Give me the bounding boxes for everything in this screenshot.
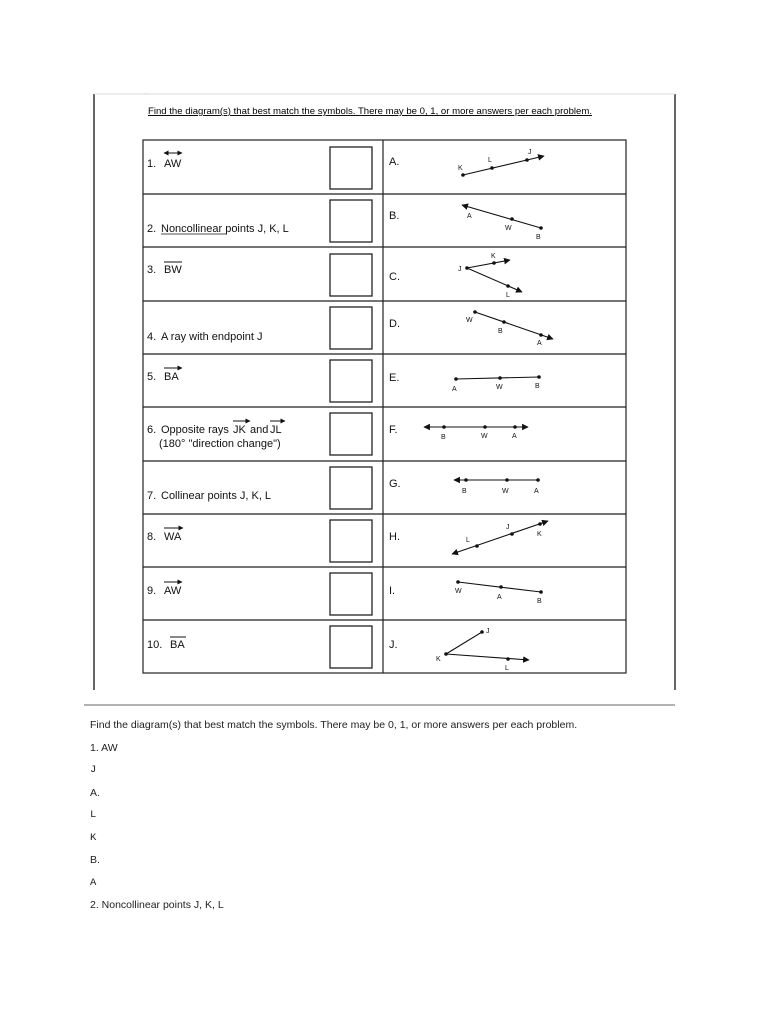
extracted-line: K — [90, 831, 97, 844]
problem-6-text: Opposite rays — [161, 424, 229, 436]
problem-5-number: 5. — [147, 371, 157, 383]
point-label: L — [466, 537, 470, 544]
point-label: L — [488, 157, 492, 164]
point-label: W — [466, 317, 473, 324]
diagram-f — [424, 425, 528, 441]
point-label: B — [498, 328, 503, 335]
extracted-line: B. — [90, 854, 100, 866]
point-label: J — [506, 524, 510, 531]
problem-3-symbol: BW — [164, 264, 182, 276]
problem-1-number: 1. — [147, 158, 157, 170]
point-label: L — [506, 292, 510, 299]
point-label: A — [534, 488, 539, 495]
extracted-text-section — [90, 714, 730, 917]
worksheet-instructions: Find the diagram(s) that best match the symbols. There may be 0, 1, or more answers per each problem. — [148, 106, 592, 117]
answer-box-9[interactable] — [330, 573, 372, 615]
problem-6-ray2: JL — [270, 424, 282, 436]
answer-letter-d: D. — [389, 318, 400, 330]
problem-4-number: 4. — [147, 331, 157, 343]
problem-6-note: (180° "direction change") — [159, 438, 281, 450]
point-label: J — [528, 149, 532, 156]
point-label: J — [486, 628, 490, 635]
extracted-line: A. — [90, 786, 100, 799]
problem-1-symbol: AW — [164, 158, 182, 170]
problem-7-text: Collinear points J, K, L — [161, 490, 272, 502]
point-label: A — [497, 594, 502, 601]
point-label: W — [455, 588, 462, 595]
answer-box-8[interactable] — [330, 520, 372, 562]
point-label: W — [496, 384, 503, 391]
diagram-b — [462, 205, 543, 241]
answer-box-1[interactable] — [330, 147, 372, 189]
point-label: B — [537, 598, 542, 605]
answer-box-10[interactable] — [330, 626, 372, 668]
extracted-line: 1. AW — [90, 741, 118, 754]
point-label: W — [505, 225, 512, 232]
point-label: K — [537, 531, 542, 538]
problem-3-number: 3. — [147, 264, 157, 276]
answer-box-2[interactable] — [330, 200, 372, 242]
point-label: A — [452, 386, 457, 393]
point-label: K — [436, 656, 441, 663]
problem-6-number: 6. — [147, 424, 157, 436]
diagram-i — [455, 580, 543, 605]
point-label: K — [491, 253, 496, 260]
diagram-a — [458, 149, 544, 177]
point-label: A — [467, 213, 472, 220]
point-label: B — [462, 488, 467, 495]
diagram-h — [452, 521, 548, 554]
problem-10-number: 10. — [147, 639, 163, 651]
point-label: K — [458, 165, 463, 172]
problem-table — [143, 140, 626, 673]
point-label: L — [505, 665, 509, 672]
point-label: A — [537, 340, 542, 347]
problem-8-number: 8. — [147, 531, 157, 543]
answer-letter-g: G. — [389, 478, 401, 490]
answer-letter-b: B. — [389, 210, 400, 222]
answer-box-5[interactable] — [330, 360, 372, 402]
point-label: W — [502, 488, 509, 495]
point-label: B — [441, 434, 446, 441]
answer-letter-j: J. — [389, 639, 398, 651]
diagram-j — [436, 628, 529, 672]
answer-letter-c: C. — [389, 271, 400, 283]
problem-4-text: A ray with endpoint J — [161, 331, 263, 343]
problem-9-symbol: AW — [164, 585, 182, 597]
page-dash: _ — [144, 84, 150, 95]
diagram-e — [452, 375, 541, 393]
point-label: J — [458, 266, 462, 273]
diagram-g — [454, 478, 540, 495]
problem-2-text: Noncollinear points J, K, L — [161, 223, 289, 235]
extracted-line: 2. Noncollinear points J, K, L — [90, 899, 224, 911]
point-label: B — [535, 383, 540, 390]
diagram-d — [466, 310, 553, 347]
answer-box-6[interactable] — [330, 413, 372, 455]
diagram-c — [458, 253, 522, 299]
problem-5-symbol: BA — [164, 371, 179, 383]
problem-7-number: 7. — [147, 490, 157, 502]
extracted-line: L — [90, 809, 97, 821]
point-label: A — [512, 433, 517, 440]
answer-box-4[interactable] — [330, 307, 372, 349]
answer-letter-i: I. — [389, 585, 396, 597]
answer-box-7[interactable] — [330, 467, 372, 509]
point-label: W — [481, 433, 488, 440]
problem-6-and: and — [250, 424, 269, 436]
problem-9-number: 9. — [147, 585, 157, 597]
answer-letter-f: F. — [389, 424, 398, 436]
problem-2-number: 2. — [147, 223, 157, 235]
answer-letter-a: A. — [389, 156, 400, 168]
extracted-instructions: Find the diagram(s) that best match the symbols. There may be 0, 1, or more answers per each problem. — [90, 719, 578, 731]
extracted-line: A — [90, 876, 97, 889]
point-label: B — [536, 234, 541, 241]
answer-letter-h: H. — [389, 531, 400, 543]
problem-10-symbol: BA — [170, 639, 185, 651]
answer-box-3[interactable] — [330, 254, 372, 296]
problem-8-symbol: WA — [164, 531, 182, 543]
answer-letter-e: E. — [389, 372, 400, 384]
extracted-line: J — [90, 764, 97, 776]
problem-6-ray1: JK — [233, 424, 246, 436]
